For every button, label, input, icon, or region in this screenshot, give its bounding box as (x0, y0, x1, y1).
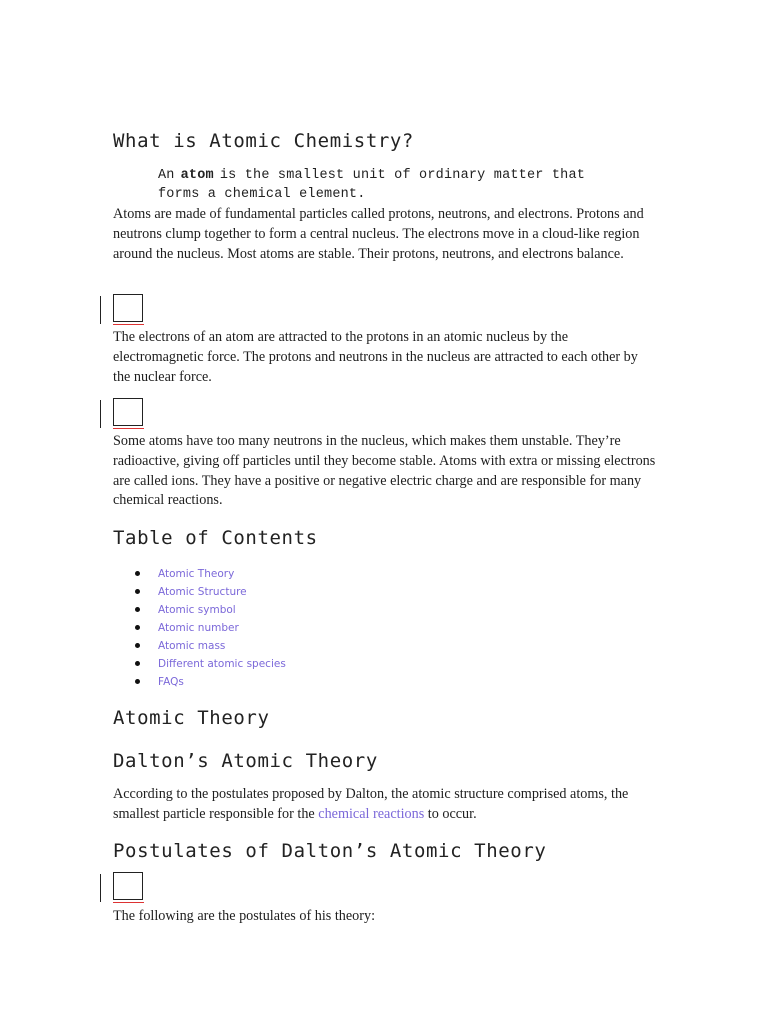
definition-prefix: An (158, 168, 175, 183)
table-of-contents (135, 565, 286, 691)
toc-item-atomic-number[interactable]: Atomic number (135, 619, 286, 637)
toc-item-atomic-structure[interactable]: Atomic Structure (135, 583, 286, 601)
bullet-icon (135, 607, 140, 612)
placeholder-underline (113, 428, 144, 429)
placeholder-box-icon (113, 872, 143, 900)
bullet-icon (135, 571, 140, 576)
bullet-icon (135, 643, 140, 648)
image-placeholder-3 (100, 872, 150, 906)
paragraph-postulates-intro: The following are the postulates of his theory: (113, 908, 376, 924)
placeholder-box-icon (113, 294, 143, 322)
section-heading-postulates: Postulates of Dalton’s Atomic Theory (113, 840, 547, 862)
placeholder-underline (113, 324, 144, 325)
toc-item-atomic-theory[interactable]: Atomic Theory (135, 565, 286, 583)
toc-item-atomic-symbol[interactable]: Atomic symbol (135, 601, 286, 619)
placeholder-bar (100, 296, 101, 324)
definition-term: atom (180, 168, 214, 183)
paragraph-electromagnetic-force: The electrons of an atom are attracted to the protons in an atomic nucleus by the electromagnetic force. The protons and neutrons in the nucleus are attracted to each other by the nuclear force. (113, 329, 638, 385)
atom-definition (158, 166, 618, 204)
section-heading-dalton: Dalton’s Atomic Theory (113, 750, 378, 772)
bullet-icon (135, 679, 140, 684)
toc-item-faqs[interactable]: FAQs (135, 673, 286, 691)
bullet-icon (135, 661, 140, 666)
chemical-reactions-link[interactable]: chemical reactions (318, 805, 425, 822)
section-heading-atomic-theory: Atomic Theory (113, 707, 270, 729)
definition-text: is the smallest unit of ordinary matter that forms a chemical element. (158, 168, 586, 202)
toc-item-atomic-mass[interactable]: Atomic mass (135, 637, 286, 655)
paragraph-ions: Some atoms have too many neutrons in the nucleus, which makes them unstable. They’re radioactive, giving off particles until they become stable. Atoms with extra or missing electrons are called ions. They have a positive or negative electric charge and are responsible for many chemical reactions. (113, 433, 656, 509)
bullet-icon (135, 589, 140, 594)
placeholder-underline (113, 902, 144, 903)
page-title: What is Atomic Chemistry? (113, 130, 414, 152)
placeholder-bar (100, 874, 101, 902)
dalton-text-end: to occur. (427, 805, 477, 822)
placeholder-bar (100, 400, 101, 428)
image-placeholder-2 (100, 398, 150, 432)
paragraph-dalton (113, 785, 658, 825)
toc-heading: Table of Contents (113, 527, 318, 549)
bullet-icon (135, 625, 140, 630)
dalton-text: According to the postulates proposed by Dalton, the atomic structure comprised atoms, the smallest particle responsible for the (113, 786, 629, 822)
toc-item-different-atomic-species[interactable]: Different atomic species (135, 655, 286, 673)
paragraph-atoms-particles: Atoms are made of fundamental particles called protons, neutrons, and electrons. Protons and neutrons clump together to form a central nucleus. The electrons move in a cloud-like region around the nucleus. Most atoms are stable. Their protons, neutrons, and electrons balance. (113, 206, 644, 262)
image-placeholder-1 (100, 294, 150, 328)
placeholder-box-icon (113, 398, 143, 426)
